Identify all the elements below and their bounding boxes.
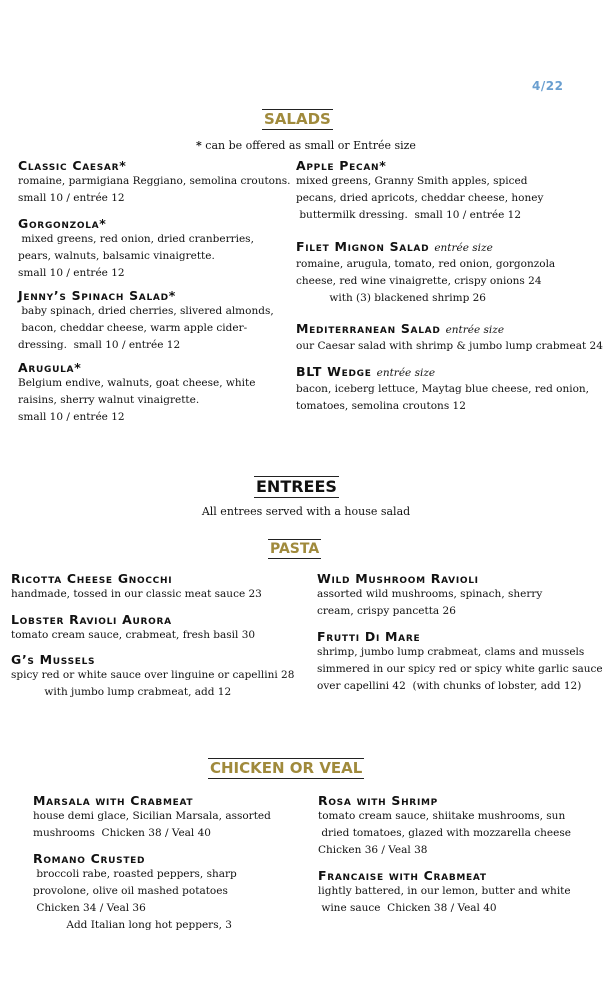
- item-title: Lobster Ravioli Aurora: [11, 612, 172, 627]
- page-number: 4/22: [532, 79, 564, 93]
- item-title: Romano Crusted: [33, 851, 146, 866]
- menu-item: [18, 360, 255, 426]
- pasta-heading: PASTA: [268, 539, 321, 559]
- menu-item: [318, 868, 571, 917]
- item-size-tag: entrée size: [434, 242, 493, 254]
- item-desc: bacon, cheddar cheese, warm apple cider-: [18, 322, 248, 334]
- item-desc: mixed greens, Granny Smith apples, spiced: [296, 175, 528, 187]
- item-desc: pears, walnuts, balsamic vinaigrette.: [18, 250, 215, 262]
- item-title: Gorgonzola*: [18, 216, 107, 231]
- chicken-veal-heading: CHICKEN OR VEAL: [208, 758, 364, 779]
- menu-item: [11, 571, 262, 603]
- item-desc: buttermilk dressing. small 10 / entrée 12: [296, 209, 522, 221]
- item-desc: dried tomatoes, glazed with mozzarella cheese: [318, 827, 571, 839]
- item-desc: mushrooms Chicken 38 / Veal 40: [33, 827, 211, 839]
- menu-item: [318, 793, 571, 859]
- item-desc: baby spinach, dried cherries, slivered almonds,: [18, 305, 274, 317]
- item-title: Marsala with Crabmeat: [33, 793, 194, 808]
- menu-item: [11, 612, 255, 644]
- asterisk-mark: *: [196, 139, 202, 152]
- item-desc: dressing. small 10 / entrée 12: [18, 339, 181, 351]
- item-title: Arugula*: [18, 360, 82, 375]
- item-title: Classic Caesar*: [18, 158, 127, 173]
- menu-item: [296, 321, 603, 355]
- item-size-tag: entrée size: [376, 367, 436, 379]
- salads-heading: SALADS: [262, 109, 333, 130]
- item-desc: house demi glace, Sicilian Marsala, assorted: [33, 810, 271, 822]
- entrees-heading: ENTREES: [254, 476, 339, 498]
- item-desc: romaine, arugula, tomato, red onion, gorgonzola: [296, 258, 556, 270]
- item-desc: cheese, red wine vinaigrette, crispy onions 24: [296, 275, 542, 287]
- menu-item: [296, 364, 589, 415]
- item-title: Apple Pecan*: [296, 158, 387, 173]
- item-desc: with jumbo lump crabmeat, add 12: [11, 686, 232, 698]
- item-desc: with (3) blackened shrimp 26: [296, 292, 486, 304]
- item-desc: provolone, olive oil mashed potatoes: [33, 885, 228, 897]
- item-title-line: [296, 239, 555, 256]
- item-size-tag: entrée size: [445, 324, 505, 336]
- item-desc: broccoli rabe, roasted peppers, sharp: [33, 868, 237, 880]
- item-title-line: [296, 364, 589, 381]
- item-desc: tomatoes, semolina croutons 12: [296, 400, 466, 412]
- item-title: Filet Mignon Salad: [296, 239, 430, 254]
- menu-item: [18, 216, 254, 282]
- entrees-note: All entrees served with a house salad: [201, 505, 411, 518]
- item-desc: small 10 / entrée 12: [18, 192, 125, 204]
- item-desc: simmered in our spicy red or spicy white garlic sauce: [317, 663, 603, 675]
- menu-item: [18, 288, 274, 354]
- item-desc: spicy red or white sauce over linguine or capellini 28: [11, 669, 295, 681]
- salads-note-text: can be offered as small or Entrée size: [201, 139, 416, 152]
- item-title: Frutti Di Mare: [317, 629, 421, 644]
- item-desc: romaine, parmigiana Reggiano, semolina croutons.: [18, 175, 291, 187]
- item-desc: mixed greens, red onion, dried cranberries,: [18, 233, 254, 245]
- item-title: BLT Wedge: [296, 364, 372, 379]
- item-desc: tomato cream sauce, shiitake mushrooms, sun: [318, 810, 566, 822]
- item-desc: handmade, tossed in our classic meat sauce 23: [11, 588, 262, 600]
- item-desc: pecans, dried apricots, cheddar cheese, honey: [296, 192, 544, 204]
- item-desc: lightly battered, in our lemon, butter and white: [318, 885, 571, 897]
- menu-item: [296, 239, 555, 307]
- item-desc: wine sauce Chicken 38 / Veal 40: [318, 902, 497, 914]
- item-desc: small 10 / entrée 12: [18, 411, 125, 423]
- menu-item: [33, 793, 271, 842]
- item-desc: our Caesar salad with shrimp & jumbo lump crabmeat 24: [296, 340, 603, 352]
- menu-item: [33, 851, 237, 934]
- salads-size-note: [0, 139, 612, 152]
- menu-item: [317, 629, 603, 695]
- item-desc: Belgium endive, walnuts, goat cheese, white: [18, 377, 256, 389]
- item-title: Wild Mushroom Ravioli: [317, 571, 479, 586]
- item-title: G’s Mussels: [11, 652, 96, 667]
- menu-item: [18, 158, 291, 207]
- item-desc: bacon, iceberg lettuce, Maytag blue cheese, red onion,: [296, 383, 590, 395]
- item-desc: shrimp, jumbo lump crabmeat, clams and mussels: [317, 646, 585, 658]
- item-title: Ricotta Cheese Gnocchi: [11, 571, 173, 586]
- item-desc: cream, crispy pancetta 26: [317, 605, 456, 617]
- item-desc: over capellini 42 (with chunks of lobster, add 12): [317, 680, 582, 692]
- item-desc: raisins, sherry walnut vinaigrette.: [18, 394, 200, 406]
- menu-item: [11, 652, 294, 701]
- item-desc: small 10 / entrée 12: [18, 267, 125, 279]
- item-desc: Add Italian long hot peppers, 3: [33, 919, 232, 931]
- item-desc: assorted wild mushrooms, spinach, sherry: [317, 588, 543, 600]
- item-title: Rosa with Shrimp: [318, 793, 438, 808]
- item-desc: tomato cream sauce, crabmeat, fresh basil 30: [11, 629, 256, 641]
- item-title: Jenny’s Spinach Salad*: [18, 288, 176, 303]
- menu-item: [317, 571, 542, 620]
- item-desc: Chicken 34 / Veal 36: [33, 902, 146, 914]
- item-desc: Chicken 36 / Veal 38: [318, 844, 428, 856]
- item-title: Francaise with Crabmeat: [318, 868, 487, 883]
- item-title: Mediterranean Salad: [296, 321, 441, 336]
- menu-item: [296, 158, 543, 224]
- item-title-line: [296, 321, 603, 338]
